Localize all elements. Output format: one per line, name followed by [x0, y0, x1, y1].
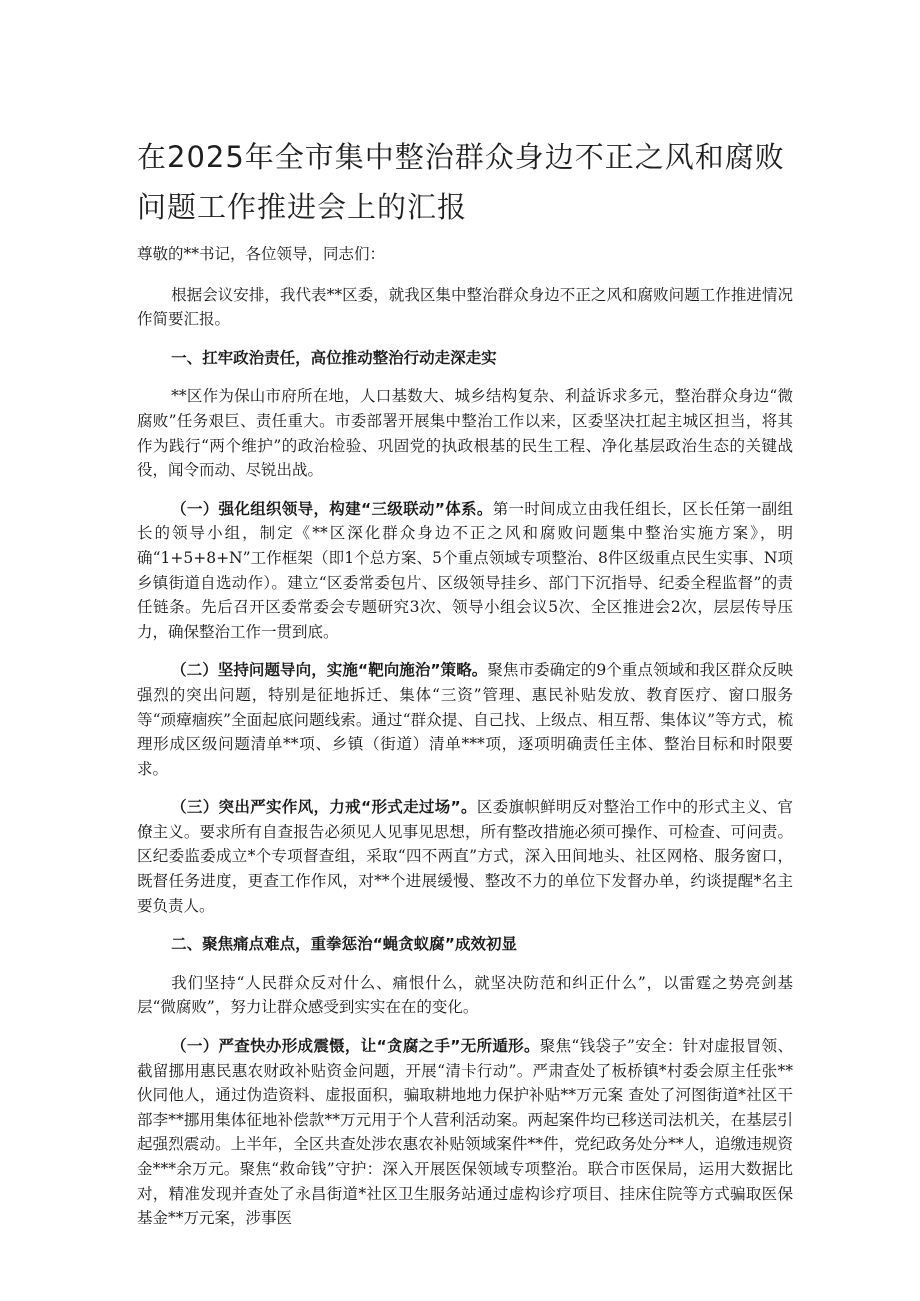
section-heading-2: 二、聚焦痛点难点，重拳惩治“蝇贪蚁腐”成效初显	[171, 935, 517, 954]
section-1-paragraph: **区作为保山市府所在地，人口基数大、城乡结构复杂、利益诉求多元，整治群众身边“微腐败”任务艰巨、责任重大。市委部署开展集中整治工作以来，区委坚决扛起主城区担当，将其作为践行“两个维护”的政治检验、巩固党的执政根基的民生工程、净化基层政治生态的关键战役，闻令而动、尽锐出战。	[137, 387, 793, 480]
item-text: 第一时间成立由我任组长，区长任第一副组长的领导小组，制定《**区深化群众身边不正之风和腐败问题集中整治实施方案》，明确“1+5+8+N”工作框架（即1个总方案、5个重点领域专项整治、8件区级重点民生实事、N项乡镇街道自选动作）。建立“区委常委包片、区级领导挂乡、部门下沉指导、纪委全程监督”的责任链条。先后召开区委常委会专题研究3次、领导小组会议5次、全区推进会2次，层层传导压力，确保整治工作一贯到底。	[137, 499, 793, 641]
item-lead: （一）严查快办形成震慑，让“贪腐之手”无所遁形。	[171, 1037, 540, 1056]
section-1-item-2	[137, 658, 793, 781]
document-body	[137, 242, 793, 1245]
intro-paragraph: 根据会议安排，我代表**区委，就我区集中整治群众身边不正之风和腐败问题工作推进情况作简要汇报。	[137, 285, 793, 329]
section-1-item-3	[137, 795, 793, 918]
section-heading-1: 一、扛牢政治责任，高位推动整治行动走深走实	[171, 348, 497, 367]
salutation: 尊敬的**书记，各位领导，同志们：	[137, 245, 386, 263]
section-1-item-1	[137, 497, 793, 645]
item-lead: （二）坚持问题导向，实施“靶向施治”策略。	[171, 661, 488, 680]
section-2-paragraph: 我们坚持“人民群众反对什么、痛恨什么，就坚决防范和纠正什么”，以雷霆之势亮剑基层“微腐败”，努力让群众感受到实实在在的变化。	[137, 973, 793, 1017]
item-text: 聚焦“钱袋子”安全：针对虚报冒领、截留挪用惠民惠农财政补贴资金问题，开展“清卡行动”。严肃查处了板桥镇*村委会原主任张**伙同他人，通过伪造资料、虚报面积，骗取耕地地力保护补贴**万元案 查处了河图街道*社区干部李**挪用集体征地补偿款**万元用于个人营利活动案。两起案件均已移送司法机关，在基层引起强烈震动。上半年，全区共查处涉农惠农补贴领域案件**件，党纪政务处分**人，追缴违规资金***余万元。聚焦“救命钱”守护：深入开展医保领域专项整治。联合市医保局，运用大数据比对，精准发现并查处了永昌街道*社区卫生服务站通过虚构诊疗项目、挂床住院等方式骗取医保基金**万元案，涉事医	[137, 1037, 793, 1228]
item-text: 聚焦市委确定的9个重点领域和我区群众反映强烈的突出问题，特别是征地拆迁、集体“三资”管理、惠民补贴发放、教育医疗、窗口服务等“顽瘴痼疾”全面起底问题线索。通过“群众提、自己找、上级点、相互帮、集体议”等方式，梳理形成区级问题清单**项、乡镇（街道）清单***项，逐项明确责任主体、整治目标和时限要求。	[137, 661, 793, 778]
document-title: 在2025年全市集中整治群众身边不正之风和腐败问题工作推进会上的汇报	[137, 140, 785, 224]
item-text: 区委旗帜鲜明反对整治工作中的形式主义、官僚主义。要求所有自查报告必须见人见事见思想，所有整改措施必须可操作、可检查、可问责。区纪委监委成立*个专项督查组，采取“四不两直”方式，深入田间地头、社区网格、服务窗口，既督任务进度，更查工作作风，对**个进展缓慢、整改不力的单位下发督办单，约谈提醒*名主要负责人。	[137, 798, 793, 915]
item-lead: （三）突出严实作风，力戒“形式走过场”。	[171, 798, 477, 817]
section-2-item-1	[137, 1034, 793, 1231]
item-lead: （一）强化组织领导，构建“三级联动”体系。	[171, 499, 493, 518]
